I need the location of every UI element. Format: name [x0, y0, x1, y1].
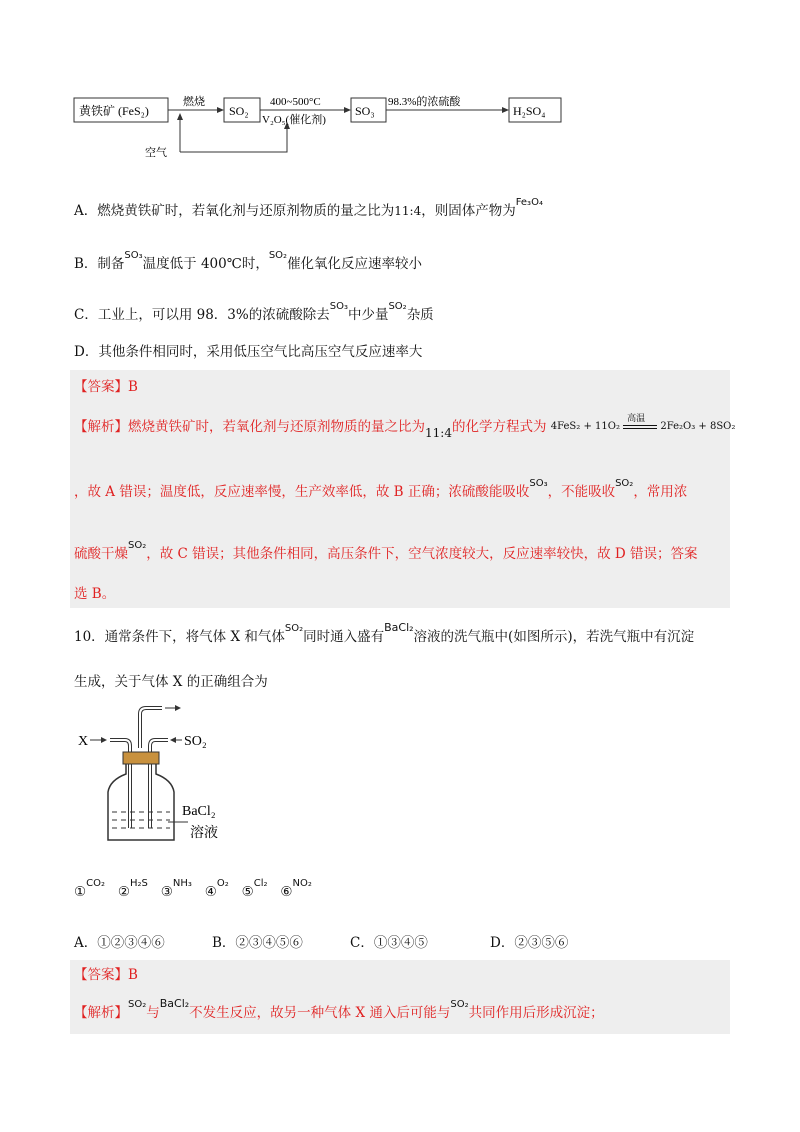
wash-bottle-figure: [70, 700, 250, 850]
explanation-9-line3: 硫酸干燥$^{SO_2}$，故 C 错误；其他条件相同，高压条件下，空气浓度较大，反应速率较快，故 D 错误；答案: [74, 540, 698, 562]
answer-9: 【答案】B: [74, 379, 138, 395]
box-so2-label: SO₂: [229, 104, 249, 118]
label-x: X: [78, 734, 89, 749]
option-a: A．燃烧黄铁矿时，若氧化剂与还原剂物质的量之比为11:4，则固体产物为$^{Fe_3O_4}$: [74, 197, 543, 219]
label-solution: 溶液: [190, 826, 218, 841]
explanation-9-line2: ，故 A 错误；温度低，反应速率慢，生产效率低，故 B 正确；浓硫酸能吸收$^{SO_3}$，不能吸收$^{SO_2}$，常用浓: [74, 478, 688, 500]
option-d: D．其他条件相同时，采用低压空气比高压空气反应速率大: [74, 344, 423, 360]
process-flow-diagram: [70, 90, 570, 160]
arrow-catalyst-label: V₂O₅(催化剂): [262, 114, 326, 126]
item-1: ①$^{CO_2}$: [74, 878, 105, 900]
question-10-line1: 10．通常条件下，将气体 X 和气体$^{SO_2}$同时通入盛有$^{BaCl_2}$溶液的洗气瓶中(如图所示)，若洗气瓶中有沉淀: [74, 621, 695, 645]
item-2: ②$^{H_2S}$: [117, 878, 148, 900]
question-10-line2: 生成，关于气体 X 的正确组合为: [74, 674, 268, 690]
arrow-burn-label: 燃烧: [183, 96, 205, 108]
item-5: ⑤$^{Cl_2}$: [241, 878, 268, 900]
label-so2: SO₂: [184, 734, 207, 749]
air-label: 空气: [145, 147, 167, 159]
arrow-temp-label: 400~500°C: [270, 96, 321, 108]
choice-b: B．②③④⑤⑥: [212, 935, 303, 951]
explanation-9-line4: 选 B。: [74, 586, 116, 602]
option-b: B．制备$^{SO_3}$温度低于 400℃时，$^{SO_2}$催化氧化反应速率较小: [74, 250, 423, 272]
gas-items: [74, 878, 312, 903]
box-so3-label: SO₃: [355, 104, 375, 118]
item-6: ⑥$^{NO_2}$: [280, 878, 312, 900]
answer-10: 【答案】B: [74, 967, 138, 983]
choice-a: A．①②③④⑥: [74, 935, 165, 951]
label-bacl2: BaCl₂: [182, 804, 216, 819]
explanation-9-line1: 【解析】燃烧黄铁矿时，若氧化剂与还原剂物质的量之比为11:4的化学方程式为 4FeS₂ + 11O₂ 高温 2Fe₂O₃ + 8SO₂: [74, 414, 736, 440]
box-h2so4-label: H₂SO₄: [513, 104, 546, 118]
equation: 4FeS₂ + 11O₂ 高温 2Fe₂O₃ + 8SO₂: [550, 414, 736, 432]
box-pyrite-label: 黄铁矿 (FeS₂): [79, 104, 149, 118]
arrow-acid-label: 98.3%的浓硫酸: [388, 96, 461, 108]
bottle-stopper: [123, 752, 159, 764]
choice-d: D．②③⑤⑥: [490, 935, 569, 951]
option-c: C．工业上，可以用 98．3%的浓硫酸除去$^{SO_3}$中少量$^{SO_2}$杂质: [74, 301, 434, 323]
explanation-10: 【解析】$^{SO_2}$与$^{BaCl_2}$不发生反应，故另一种气体 X 通入后可能与$^{SO_2}$共同作用后形成沉淀；: [74, 997, 604, 1021]
choice-c: C．①③④⑤: [350, 935, 428, 951]
item-3: ③$^{NH_3}$: [160, 878, 192, 900]
bottle: [108, 764, 174, 840]
item-4: ④$^{O_2}$: [204, 878, 229, 900]
